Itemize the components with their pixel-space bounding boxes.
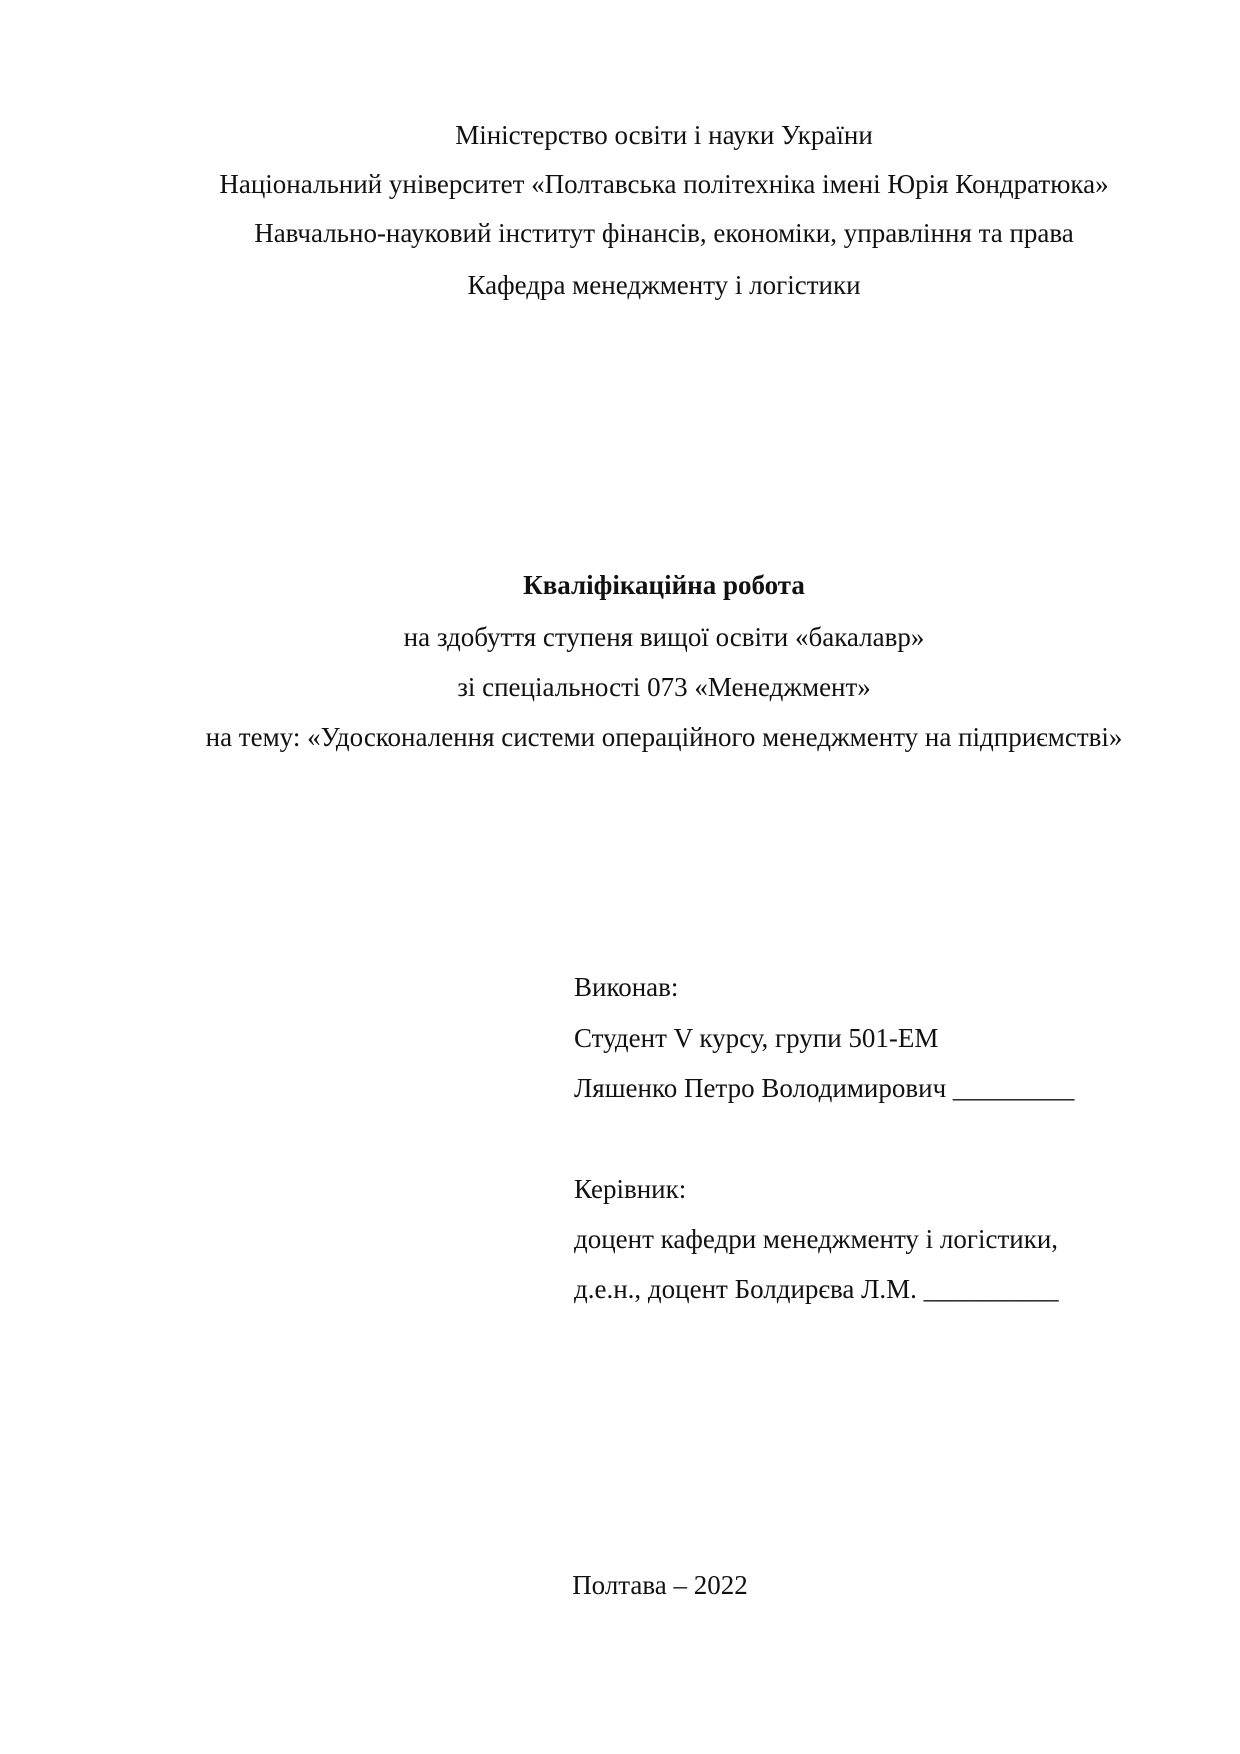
degree-line: на здобуття ступеня вищої освіти «бакалавр» — [403, 622, 925, 652]
supervisor-name: д.е.н., доцент Болдирєва Л.М. __________ — [574, 1274, 1059, 1304]
specialty-line: зі спеціальності 073 «Менеджмент» — [457, 672, 871, 702]
document-title: Кваліфікаційна робота — [523, 570, 805, 600]
author-label: Виконав: — [574, 972, 679, 1002]
supervisor-position: доцент кафедри менеджменту і логістики, — [574, 1224, 1059, 1254]
university-line: Національний університет «Полтавська політехніка імені Юрія Кондратюка» — [219, 169, 1109, 199]
supervisor-label: Керівник: — [574, 1174, 687, 1204]
department-line: Кафедра менеджменту і логістики — [467, 270, 861, 300]
author-name: Ляшенко Петро Володимирович _________ — [574, 1073, 1075, 1103]
author-student-info: Студент V курсу, групи 501-ЕМ — [574, 1023, 939, 1053]
topic-line: на тему: «Удосконалення системи операційного менеджменту на підприємстві» — [205, 722, 1123, 752]
city-year: Полтава – 2022 — [572, 1570, 748, 1600]
institute-line: Навчально-науковий інститут фінансів, економіки, управління та права — [254, 218, 1074, 248]
ministry-line: Міністерство освіти і науки України — [455, 120, 873, 150]
